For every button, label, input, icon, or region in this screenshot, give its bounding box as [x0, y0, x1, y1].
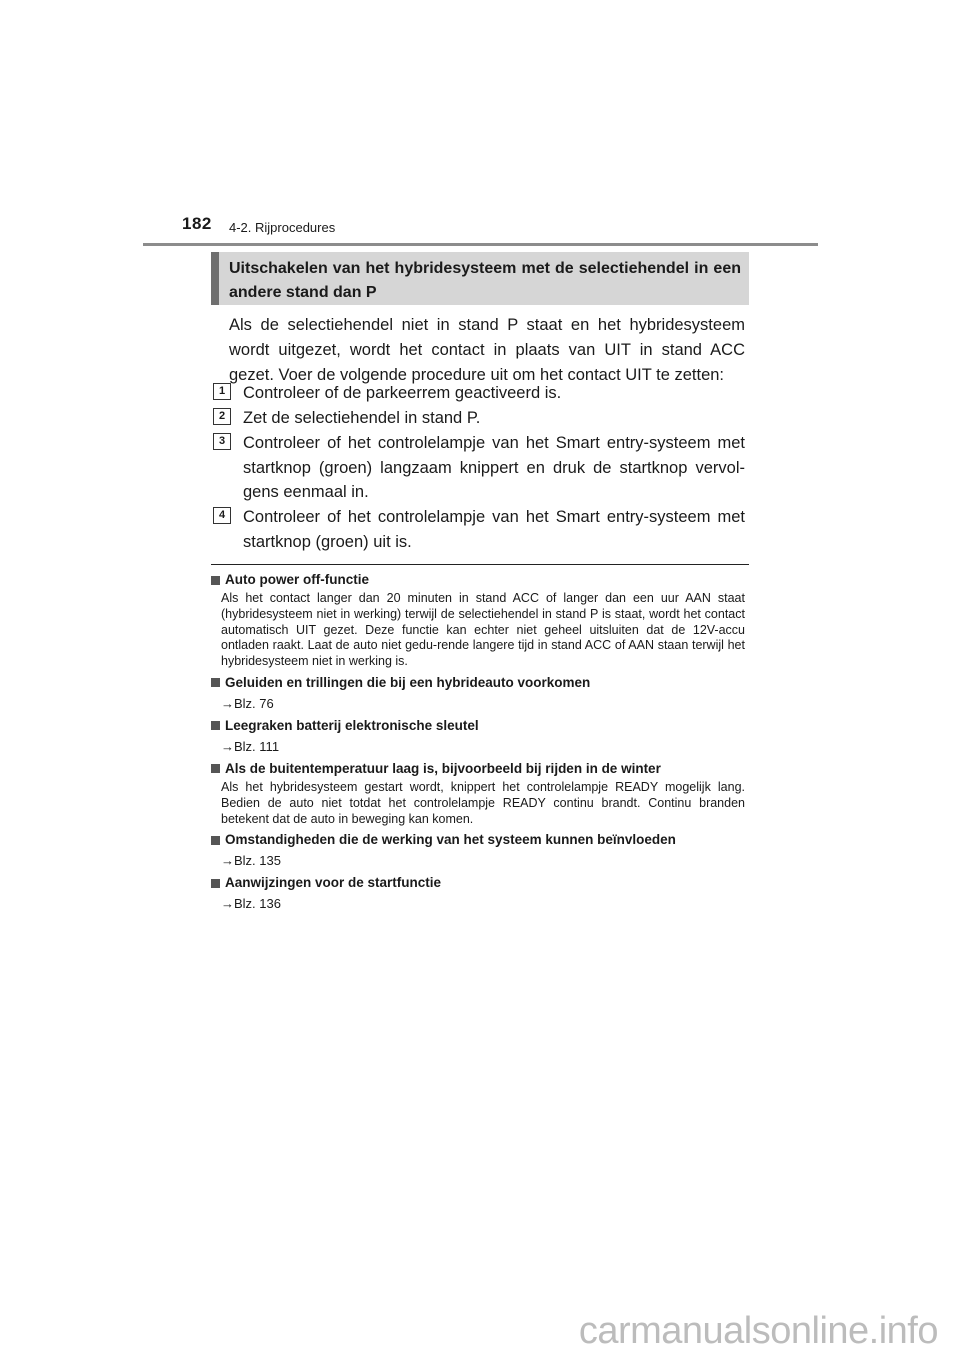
- square-bullet-icon: [211, 678, 220, 687]
- note-title: [211, 717, 745, 735]
- page-reference-link[interactable]: →Blz. 111: [221, 738, 280, 754]
- square-bullet-icon: [211, 721, 220, 730]
- step-text: Controleer of het controlelampje van het Smart entry-systeem met startknop (groen) uit is.: [243, 508, 745, 551]
- note-title-text: Als de buitentemperatuur laag is, bijvoorbeeld bij rijden in de winter: [225, 760, 661, 776]
- step-number: 1: [213, 383, 231, 400]
- square-bullet-icon: [211, 836, 220, 845]
- note-title-text: Aanwijzingen voor de startfunctie: [225, 875, 442, 891]
- step-3: [213, 431, 745, 505]
- note-key-battery: [211, 717, 745, 756]
- square-bullet-icon: [211, 764, 220, 773]
- section-heading: Uitschakelen van het hybridesysteem met de selectiehendel in een andere stand dan P: [211, 252, 749, 305]
- page-reference-link[interactable]: →Blz. 76: [221, 695, 274, 711]
- notes-section: [211, 571, 745, 917]
- page-reference-link[interactable]: →Blz. 135: [221, 853, 281, 869]
- note-body: Als het contact langer dan 20 minuten in stand ACC of langer dan een uur AAN staat (hybridesysteem niet in werking) terwijl de selectiehendel in stand P is staat, wordt het contact automatisch UIT gezet. Deze functie kan echter niet geheel uitsluiten dat de 12V-accu ontladen raakt. Laat de auto niet gedu-rende langere tijd in stand ACC of AAN staan terwijl het hybridesysteem niet in werking is.: [221, 591, 745, 669]
- step-number: 3: [213, 433, 231, 450]
- note-start-function: [211, 874, 745, 913]
- note-title: [211, 760, 745, 778]
- step-number: 4: [213, 507, 231, 524]
- header-divider: [143, 243, 818, 246]
- page-reference-link[interactable]: →Blz. 136: [221, 896, 281, 912]
- step-4: [213, 505, 745, 554]
- square-bullet-icon: [211, 879, 220, 888]
- intro-paragraph: Als de selectiehendel niet in stand P staat en het hybridesysteem wordt uitgezet, wordt het contact in plaats van UIT in stand ACC gezet. Voer de volgende procedure uit om het contact UIT te zetten:: [229, 316, 745, 384]
- step-2: [213, 406, 745, 431]
- note-title-text: Omstandigheden die de werking van het systeem kunnen beïnvloeden: [225, 832, 676, 848]
- note-title-text: Leegraken batterij elektronische sleutel: [225, 717, 479, 733]
- note-title: [211, 674, 745, 692]
- step-text: Controleer of de parkeerrem geactiveerd is.: [243, 384, 562, 402]
- note-conditions: [211, 831, 745, 870]
- note-auto-power-off: [211, 571, 745, 670]
- square-bullet-icon: [211, 576, 220, 585]
- section-label: 4-2. Rijprocedures: [229, 220, 336, 235]
- step-number: 2: [213, 408, 231, 425]
- step-text: Zet de selectiehendel in stand P.: [243, 409, 481, 427]
- notes-divider: [211, 564, 749, 565]
- watermark: carmanualsonline.info: [578, 1310, 938, 1352]
- note-title-text: Auto power off-functie: [225, 572, 369, 587]
- note-title: [211, 571, 745, 589]
- note-low-temperature: [211, 760, 745, 827]
- note-title-text: Geluiden en trillingen die bij een hybrideauto voorkomen: [225, 674, 591, 690]
- page-number: 182: [182, 214, 212, 233]
- step-text: Controleer of het controlelampje van het Smart entry-systeem met startknop (groen) langzaam knippert en druk de startknop vervol-gens eenmaal in.: [243, 434, 745, 501]
- step-1: [213, 381, 745, 406]
- note-body: Als het hybridesysteem gestart wordt, knippert het controlelampje READY mogelijk lang. Bedien de auto niet totdat het controlelampje READY continu brandt. Continu branden betekent dat de auto in beweging kan komen.: [221, 779, 745, 826]
- note-title: [211, 831, 745, 849]
- note-sounds-vibrations: [211, 674, 745, 713]
- note-title: [211, 874, 745, 892]
